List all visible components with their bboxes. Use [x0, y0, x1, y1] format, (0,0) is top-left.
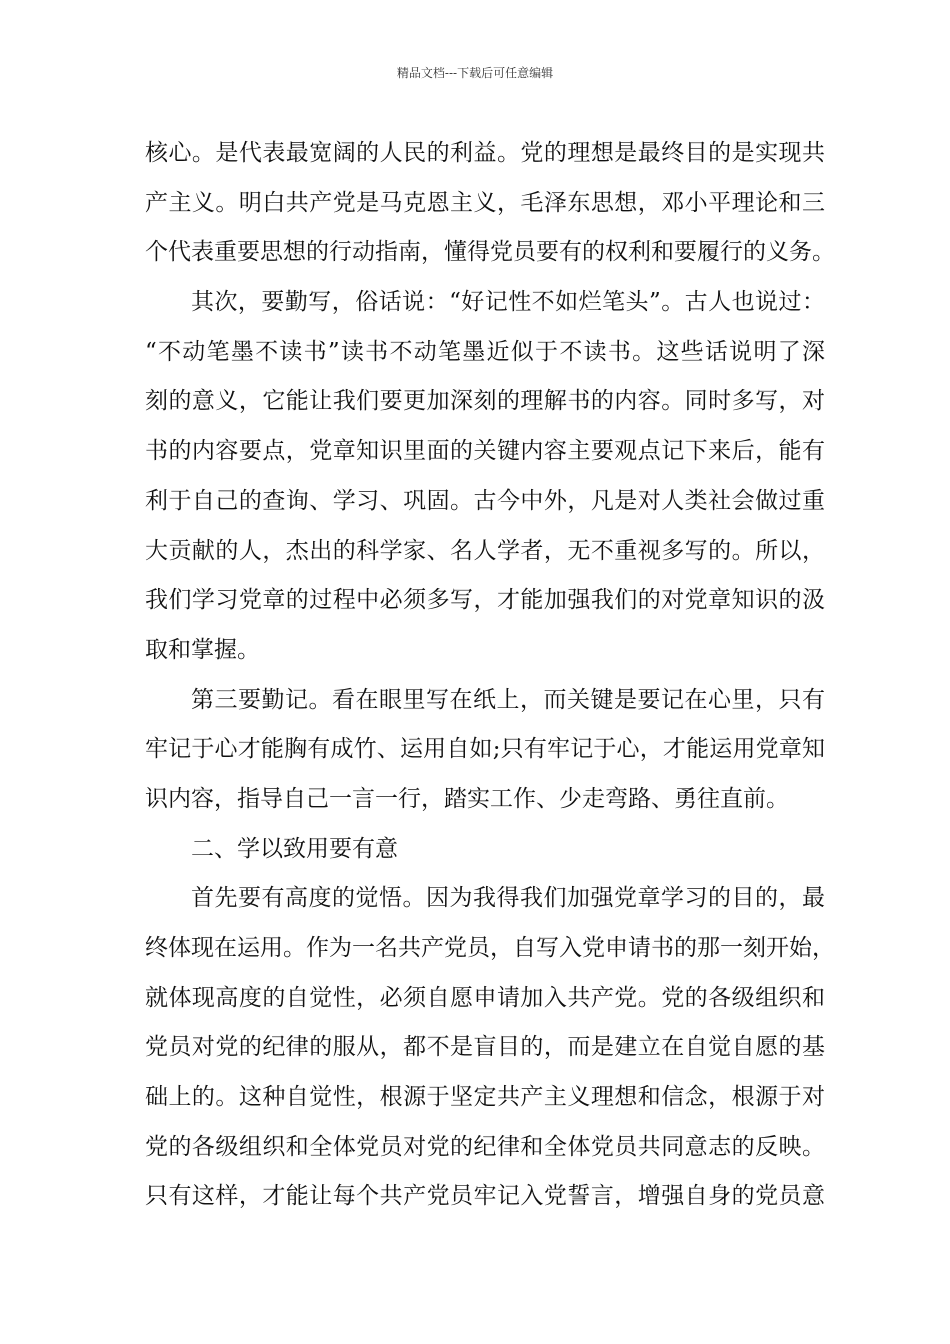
- paragraph-start-line: 第三要勤记。看在眼里写在纸上，而关键是要记在心里，只有: [191, 686, 825, 713]
- text-line: 大贡献的人，杰出的科学家、名人学者，无不重视多写的。所以，: [145, 537, 825, 564]
- page-header: 精品文档---下载后可任意编辑: [396, 66, 554, 80]
- paragraph-start-line: 其次，要勤写，俗话说：“好记性不如烂笔头”。古人也说过：: [191, 289, 825, 316]
- text-line: 产主义。明白共产党是马克恩主义，毛泽东思想，邓小平理论和三: [145, 189, 825, 216]
- section-heading: 二、学以致用要有意: [191, 835, 398, 862]
- text-line: 我们学习党章的过程中必须多写，才能加强我们的对党章知识的汲: [145, 587, 825, 614]
- text-line: 个代表重要思想的行动指南，懂得党员要有的权利和要履行的义务。: [145, 239, 835, 266]
- text-line: 利于自己的查询、学习、巩固。古今中外，凡是对人类社会做过重: [145, 487, 825, 514]
- text-line: 书的内容要点，党章知识里面的关键内容主要观点记下来后，能有: [145, 438, 825, 465]
- document-body: [145, 129, 835, 1222]
- text-line: 党员对党的纪律的服从，都不是盲目的，而是建立在自觉自愿的基: [145, 1034, 825, 1061]
- text-line: 核心。是代表最宽阔的人民的利益。党的理想是最终目的是实现共: [145, 140, 825, 166]
- text-line: 刻的意义，它能让我们要更加深刻的理解书的内容。同时多写，对: [145, 388, 825, 415]
- text-line: “不动笔墨不读书”读书不动笔墨近似于不读书。这些话说明了深: [145, 338, 825, 365]
- text-line: 牢记于心才能胸有成竹、运用自如;只有牢记于心，才能运用党章知: [145, 736, 825, 763]
- paragraph-end-line: 识内容，指导自己一言一行，踏实工作、少走弯路、勇往直前。: [145, 785, 789, 812]
- paragraph-end-line: 取和掌握。: [145, 636, 260, 663]
- paragraph-start-line: 首先要有高度的觉悟。因为我得我们加强党章学习的目的，最: [191, 885, 825, 912]
- text-line: 就体现高度的自觉性，必须自愿申请加入共产党。党的各级组织和: [145, 984, 825, 1011]
- text-line: 只有这样，才能让每个共产党员牢记入党誓言，增强自身的党员意: [145, 1183, 825, 1210]
- text-line: 终体现在运用。作为一名共产党员，自写入党申请书的那一刻开始，: [145, 935, 835, 961]
- text-line: 党的各级组织和全体党员对党的纪律和全体党员共同意志的反映。: [145, 1133, 825, 1160]
- text-line: 础上的。这种自觉性，根源于坚定共产主义理想和信念，根源于对: [145, 1084, 825, 1111]
